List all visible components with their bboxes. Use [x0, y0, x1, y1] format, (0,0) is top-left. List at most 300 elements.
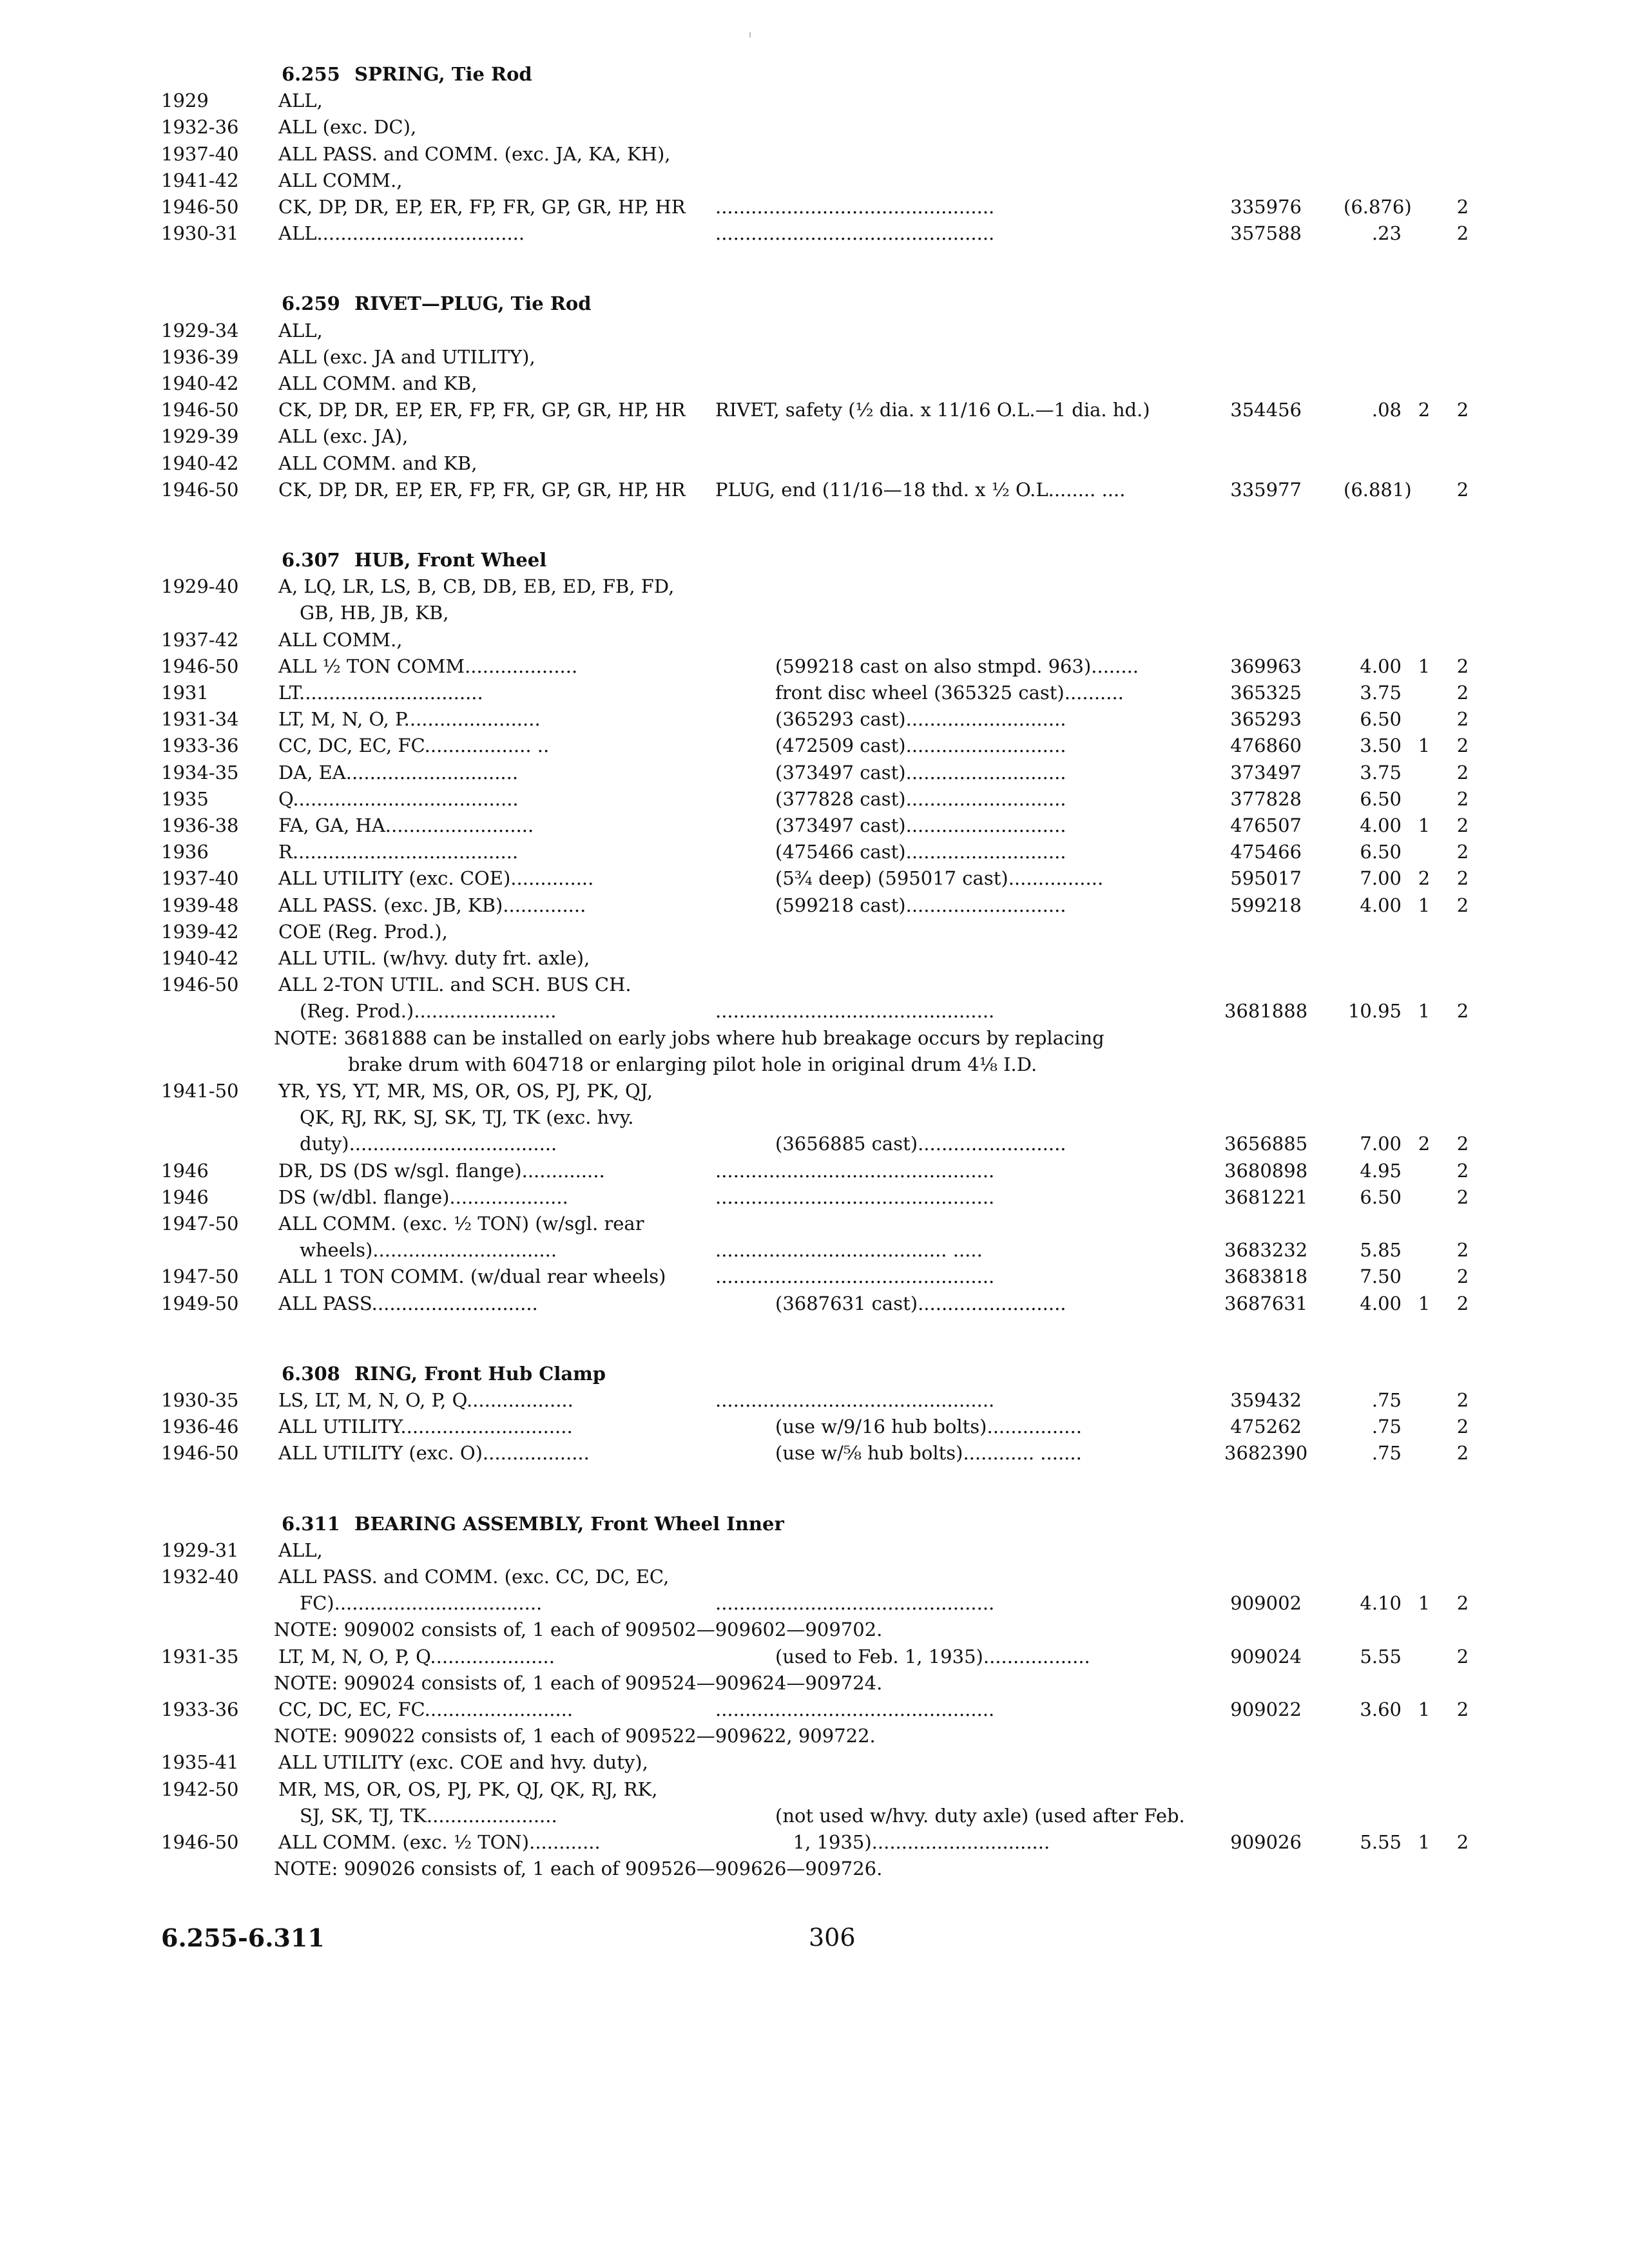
models-cell: SJ, SK, TJ, TK...................... [300, 1804, 557, 1827]
models-cell: ALL (exc. JA), [278, 425, 409, 448]
description-cell: (3687631 cast)......................... [775, 1292, 1066, 1314]
table-row [0, 477, 1629, 503]
footer-page-number: 306 [809, 1923, 856, 1952]
part-number-cell: 476507 [1230, 814, 1302, 836]
description-cell: (365293 cast)........................... [775, 708, 1066, 731]
models-cell: DS (w/dbl. flange).................... [278, 1186, 568, 1208]
table-row [0, 919, 1629, 945]
models-cell: CC, DC, EC, FC.................. .. [278, 735, 550, 757]
price-cell: 5.55 [1360, 1831, 1402, 1853]
section-number: 6.308 [282, 1362, 340, 1385]
models-cell: ALL UTIL. (w/hvy. duty frt. axle), [278, 947, 590, 969]
table-row [0, 194, 1629, 220]
table-row [0, 318, 1629, 343]
description-cell: RIVET, safety (½ dia. x 11/16 O.L.—1 dia. hd.) [715, 399, 1150, 421]
year-cell: 1947-50 [161, 1213, 239, 1235]
models-cell: DR, DS (DS w/sgl. flange).............. [278, 1159, 605, 1182]
year-cell: 1941-42 [161, 169, 239, 191]
models-cell: GB, HB, JB, KB, [300, 602, 449, 624]
table-row [0, 1590, 1629, 1616]
table-row [0, 972, 1629, 997]
quantity-cell: 2 [1456, 1186, 1469, 1208]
year-cell: 1936-38 [161, 814, 239, 836]
quantity-cell: 1 [1418, 1292, 1431, 1314]
quantity-cell: 2 [1456, 478, 1469, 501]
year-cell: 1937-42 [161, 628, 239, 651]
table-row [0, 653, 1629, 679]
year-cell: 1932-40 [161, 1566, 239, 1588]
year-cell: 1946 [161, 1186, 209, 1208]
description-cell: ............................................... [715, 1159, 995, 1182]
note-text: brake drum with 604718 or enlarging pilot hole in original drum 4⅛ I.D. [348, 1053, 1037, 1075]
part-number-cell: 377828 [1230, 787, 1302, 810]
year-cell: 1939-42 [161, 920, 239, 943]
part-number-cell: 3680898 [1224, 1159, 1308, 1182]
description-cell: ............................................... [715, 1000, 995, 1023]
part-number-cell: 357588 [1230, 222, 1302, 245]
part-number-cell: 365325 [1230, 682, 1302, 704]
models-cell: LT, M, N, O, P, Q..................... [278, 1645, 555, 1667]
models-cell: LS, LT, M, N, O, P, Q.................. [278, 1389, 574, 1411]
models-cell: ALL 1 TON COMM. (w/dual rear wheels) [278, 1265, 666, 1288]
table-row [0, 1104, 1629, 1130]
models-cell: ALL PASS. (exc. JB, KB).............. [278, 894, 586, 916]
quantity-cell: 2 [1456, 814, 1469, 836]
table-row [0, 680, 1629, 706]
year-cell: 1932-36 [161, 116, 239, 139]
models-cell: ALL UTILITY (exc. O).................. [278, 1442, 590, 1465]
quantity-cell: 1 [1418, 735, 1431, 757]
models-cell: CC, DC, EC, FC......................... [278, 1698, 574, 1720]
section-heading [0, 547, 1629, 573]
quantity-cell: 2 [1456, 1389, 1469, 1411]
models-cell: ALL COMM. (exc. ½ TON)............ [278, 1831, 601, 1853]
quantity-cell: 1 [1418, 1831, 1431, 1853]
models-cell: COE (Reg. Prod.), [278, 920, 448, 943]
table-row [0, 1264, 1629, 1289]
part-number-cell: 475262 [1230, 1416, 1302, 1438]
models-cell: MR, MS, OR, OS, PJ, PK, QJ, QK, RJ, RK, [278, 1778, 658, 1800]
price-cell: 7.00 [1360, 1133, 1402, 1155]
quantity-cell: 2 [1418, 399, 1431, 421]
table-row [0, 706, 1629, 732]
year-cell: 1930-31 [161, 222, 239, 245]
section-number: 6.307 [282, 549, 340, 571]
description-cell: 1, 1935).............................. [775, 1831, 1050, 1853]
note-text: NOTE: 909002 consists of, 1 each of 909502—909602—909702. [274, 1619, 883, 1641]
part-number-cell: 373497 [1230, 761, 1302, 783]
price-cell: (6.881) [1344, 478, 1412, 501]
table-row [0, 1803, 1629, 1829]
models-cell: FC)................................... [300, 1592, 543, 1615]
models-cell: DA, EA............................. [278, 761, 519, 783]
quantity-cell: 2 [1456, 1265, 1469, 1288]
year-cell: 1942-50 [161, 1778, 239, 1800]
note-row [0, 1723, 1629, 1749]
quantity-cell: 2 [1456, 222, 1469, 245]
part-number-cell: 354456 [1230, 399, 1302, 421]
models-cell: CK, DP, DR, EP, ER, FP, FR, GP, GR, HP, HR [278, 399, 686, 421]
quantity-cell: 2 [1456, 761, 1469, 783]
year-cell: 1929-31 [161, 1539, 239, 1561]
quantity-cell: 2 [1456, 867, 1469, 890]
footer-section-range: 6.255-6.311 [161, 1923, 325, 1952]
year-cell: 1933-36 [161, 735, 239, 757]
models-cell: ALL ½ TON COMM................... [278, 655, 578, 677]
price-cell: 3.60 [1360, 1698, 1402, 1720]
year-cell: 1946-50 [161, 478, 239, 501]
year-cell: 1929 [161, 90, 209, 112]
description-cell: (not used w/hvy. duty axle) (used after Feb. [775, 1804, 1185, 1827]
models-cell: ALL UTILITY (exc. COE).............. [278, 867, 594, 890]
part-number-cell: 909024 [1230, 1645, 1302, 1667]
description-cell: PLUG, end (11/16—18 thd. x ½ O.L........ .... [715, 478, 1126, 501]
year-cell: 1936 [161, 841, 209, 863]
quantity-cell: 1 [1418, 894, 1431, 916]
year-cell: 1940-42 [161, 452, 239, 474]
table-row [0, 1387, 1629, 1413]
year-cell: 1936-39 [161, 345, 239, 368]
year-cell: 1946 [161, 1159, 209, 1182]
models-cell: ALL PASS. and COMM. (exc. CC, DC, EC, [278, 1566, 670, 1588]
table-row [0, 998, 1629, 1024]
quantity-cell: 2 [1456, 735, 1469, 757]
year-cell: 1946-50 [161, 399, 239, 421]
models-cell: ALL COMM. (exc. ½ TON) (w/sgl. rear [278, 1213, 644, 1235]
table-row [0, 839, 1629, 865]
quantity-cell: 2 [1456, 1831, 1469, 1853]
quantity-cell: 2 [1456, 1645, 1469, 1667]
quantity-cell: 1 [1418, 1592, 1431, 1615]
part-number-cell: 335977 [1230, 478, 1302, 501]
section-number: 6.255 [282, 63, 340, 85]
price-cell: .75 [1371, 1389, 1402, 1411]
part-number-cell: 365293 [1230, 708, 1302, 731]
models-cell: R...................................... [278, 841, 519, 863]
year-cell: 1941-50 [161, 1080, 239, 1102]
table-row [0, 1440, 1629, 1466]
section-title: HUB, Front Wheel [354, 549, 547, 571]
table-row [0, 114, 1629, 140]
year-cell: 1947-50 [161, 1265, 239, 1288]
scan-mark [749, 32, 751, 37]
table-row [0, 1078, 1629, 1104]
year-cell: 1937-40 [161, 867, 239, 890]
models-cell: ALL UTILITY (exc. COE and hvy. duty), [278, 1751, 648, 1774]
section-heading [0, 291, 1629, 316]
table-row [0, 1131, 1629, 1157]
part-number-cell: 3683232 [1224, 1239, 1308, 1262]
quantity-cell: 1 [1418, 814, 1431, 836]
year-cell: 1930-35 [161, 1389, 239, 1411]
description-cell: (373497 cast)........................... [775, 761, 1066, 783]
price-cell: 3.75 [1360, 682, 1402, 704]
models-cell: QK, RJ, RK, SJ, SK, TJ, TK (exc. hvy. [300, 1106, 634, 1129]
quantity-cell: 2 [1456, 1442, 1469, 1465]
models-cell: ALL, [278, 1539, 323, 1561]
models-cell: ALL COMM. and KB, [278, 452, 477, 474]
year-cell: 1935-41 [161, 1751, 239, 1774]
year-cell: 1946-50 [161, 974, 239, 996]
part-number-cell: 909022 [1230, 1698, 1302, 1720]
part-number-cell: 909026 [1230, 1831, 1302, 1853]
quantity-cell: 2 [1456, 655, 1469, 677]
models-cell: duty)................................... [300, 1133, 557, 1155]
models-cell: ALL PASS............................ [278, 1292, 538, 1314]
quantity-cell: 2 [1456, 1416, 1469, 1438]
price-cell: 10.95 [1347, 1000, 1402, 1023]
year-cell: 1939-48 [161, 894, 239, 916]
section-heading [0, 1511, 1629, 1537]
price-cell: 7.50 [1360, 1265, 1402, 1288]
price-cell: 4.10 [1360, 1592, 1402, 1615]
table-row [0, 786, 1629, 812]
models-cell: ALL COMM., [278, 628, 403, 651]
description-cell: ............................................... [715, 222, 995, 245]
models-cell: ALL, [278, 90, 323, 112]
description-cell: ............................................... [715, 1698, 995, 1720]
models-cell: YR, YS, YT, MR, MS, OR, OS, PJ, PK, QJ, [278, 1080, 653, 1102]
quantity-cell: 2 [1456, 399, 1469, 421]
price-cell: 6.50 [1360, 841, 1402, 863]
table-row [0, 760, 1629, 785]
part-number-cell: 909002 [1230, 1592, 1302, 1615]
year-cell: 1936-46 [161, 1416, 239, 1438]
description-cell: ............................................... [715, 1389, 995, 1411]
table-row [0, 1644, 1629, 1669]
table-row [0, 812, 1629, 838]
price-cell: 4.00 [1360, 814, 1402, 836]
quantity-cell: 2 [1418, 867, 1431, 890]
table-row [0, 1829, 1629, 1855]
part-number-cell: 475466 [1230, 841, 1302, 863]
quantity-cell: 2 [1456, 708, 1469, 731]
models-cell: CK, DP, DR, EP, ER, FP, FR, GP, GR, HP, HR [278, 478, 686, 501]
section-title: RIVET—PLUG, Tie Rod [354, 293, 592, 315]
year-cell: 1931 [161, 682, 209, 704]
part-number-cell: 476860 [1230, 735, 1302, 757]
note-row [0, 1670, 1629, 1696]
table-row [0, 397, 1629, 423]
models-cell: Q...................................... [278, 787, 519, 810]
models-cell: ALL................................... [278, 222, 525, 245]
section-title: SPRING, Tie Rod [354, 63, 532, 85]
price-cell: 7.00 [1360, 867, 1402, 890]
year-cell: 1929-39 [161, 425, 239, 448]
quantity-cell: 2 [1456, 1159, 1469, 1182]
part-number-cell: 599218 [1230, 894, 1302, 916]
table-row [0, 88, 1629, 113]
description-cell: ............................................... [715, 1592, 995, 1615]
price-cell: 4.00 [1360, 655, 1402, 677]
price-cell: 4.00 [1360, 894, 1402, 916]
year-cell: 1929-40 [161, 575, 239, 598]
year-cell: 1940-42 [161, 372, 239, 394]
description-cell: ....................................... ..... [715, 1239, 983, 1262]
year-cell: 1946-50 [161, 1442, 239, 1465]
description-cell: (used to Feb. 1, 1935).................. [775, 1645, 1090, 1667]
part-number-cell: 335976 [1230, 196, 1302, 218]
models-cell: ALL COMM. and KB, [278, 372, 477, 394]
models-cell: ALL UTILITY............................. [278, 1416, 573, 1438]
table-row [0, 733, 1629, 758]
note-row [0, 1025, 1629, 1051]
table-row [0, 450, 1629, 476]
description-cell: (5¾ deep) (595017 cast)................ [775, 867, 1104, 890]
year-cell: 1934-35 [161, 761, 239, 783]
table-row [0, 865, 1629, 891]
price-cell: .75 [1371, 1416, 1402, 1438]
description-cell: (3656885 cast)......................... [775, 1133, 1066, 1155]
description-cell: (472509 cast)........................... [775, 735, 1066, 757]
models-cell: (Reg. Prod.)........................ [300, 1000, 557, 1023]
table-row [0, 1211, 1629, 1236]
year-cell: 1946-50 [161, 196, 239, 218]
table-row [0, 1414, 1629, 1439]
price-cell: (6.876) [1344, 196, 1412, 218]
quantity-cell: 2 [1456, 1292, 1469, 1314]
table-row [0, 1776, 1629, 1802]
note-text: NOTE: 909022 consists of, 1 each of 909522—909622, 909722. [274, 1725, 876, 1747]
quantity-cell: 1 [1418, 1698, 1431, 1720]
description-cell: front disc wheel (365325 cast).......... [775, 682, 1124, 704]
table-row [0, 344, 1629, 370]
section-number: 6.259 [282, 293, 340, 315]
description-cell: (475466 cast)........................... [775, 841, 1066, 863]
part-number-cell: 3681221 [1224, 1186, 1308, 1208]
price-cell: 6.50 [1360, 787, 1402, 810]
part-number-cell: 3687631 [1224, 1292, 1308, 1314]
year-cell: 1949-50 [161, 1292, 239, 1314]
table-row [0, 168, 1629, 193]
quantity-cell: 1 [1418, 655, 1431, 677]
year-cell: 1931-35 [161, 1645, 239, 1667]
part-number-cell: 3656885 [1224, 1133, 1308, 1155]
table-row [0, 1184, 1629, 1210]
note-text: NOTE: 3681888 can be installed on early jobs where hub breakage occurs by replacing [274, 1026, 1104, 1049]
models-cell: FA, GA, HA......................... [278, 814, 534, 836]
price-cell: 4.95 [1360, 1159, 1402, 1182]
part-number-cell: 359432 [1230, 1389, 1302, 1411]
models-cell: LT............................... [278, 682, 483, 704]
part-number-cell: 3683818 [1224, 1265, 1308, 1288]
table-row [0, 627, 1629, 653]
note-text: NOTE: 909026 consists of, 1 each of 909526—909626—909726. [274, 1858, 883, 1880]
quantity-cell: 2 [1456, 1592, 1469, 1615]
table-row [0, 892, 1629, 918]
table-row [0, 573, 1629, 599]
table-row [0, 1158, 1629, 1184]
table-row [0, 600, 1629, 626]
models-cell: ALL PASS. and COMM. (exc. JA, KA, KH), [278, 142, 671, 165]
quantity-cell: 2 [1456, 196, 1469, 218]
models-cell: wheels)............................... [300, 1239, 557, 1262]
price-cell: 6.50 [1360, 1186, 1402, 1208]
year-cell: 1946-50 [161, 1831, 239, 1853]
table-row [0, 220, 1629, 246]
price-cell: 6.50 [1360, 708, 1402, 731]
description-cell: ............................................... [715, 1265, 995, 1288]
note-text: NOTE: 909024 consists of, 1 each of 909524—909624—909724. [274, 1671, 883, 1694]
models-cell: LT, M, N, O, P....................... [278, 708, 541, 731]
description-cell: (599218 cast)........................... [775, 894, 1066, 916]
section-title: BEARING ASSEMBLY, Front Wheel Inner [354, 1512, 784, 1535]
year-cell: 1940-42 [161, 947, 239, 969]
quantity-cell: 1 [1418, 1000, 1431, 1023]
table-row [0, 1749, 1629, 1775]
part-number-cell: 369963 [1230, 655, 1302, 677]
table-row [0, 141, 1629, 167]
models-cell: ALL (exc. DC), [278, 116, 417, 139]
table-row [0, 370, 1629, 396]
description-cell: (use w/9/16 hub bolts)................ [775, 1416, 1082, 1438]
table-row [0, 1537, 1629, 1563]
section-heading [0, 1361, 1629, 1387]
table-row [0, 1291, 1629, 1316]
year-cell: 1935 [161, 787, 209, 810]
price-cell: 5.55 [1360, 1645, 1402, 1667]
models-cell: A, LQ, LR, LS, B, CB, DB, EB, ED, FB, FD, [278, 575, 675, 598]
year-cell: 1931-34 [161, 708, 239, 731]
section-heading [0, 61, 1629, 87]
note-row [0, 1052, 1629, 1077]
description-cell: (599218 cast on also stmpd. 963)........ [775, 655, 1139, 677]
price-cell: .08 [1371, 399, 1402, 421]
description-cell: (377828 cast)........................... [775, 787, 1066, 810]
year-cell: 1946-50 [161, 655, 239, 677]
year-cell: 1933-36 [161, 1698, 239, 1720]
note-row [0, 1856, 1629, 1881]
models-cell: ALL (exc. JA and UTILITY), [278, 345, 535, 368]
quantity-cell: 2 [1456, 1133, 1469, 1155]
table-row [0, 1696, 1629, 1722]
quantity-cell: 2 [1456, 787, 1469, 810]
section-number: 6.311 [282, 1512, 340, 1535]
price-cell: .75 [1371, 1442, 1402, 1465]
description-cell: (373497 cast)........................... [775, 814, 1066, 836]
description-cell: ............................................... [715, 196, 995, 218]
part-number-cell: 595017 [1230, 867, 1302, 890]
price-cell: 4.00 [1360, 1292, 1402, 1314]
note-row [0, 1617, 1629, 1642]
quantity-cell: 2 [1456, 1000, 1469, 1023]
price-cell: 5.85 [1360, 1239, 1402, 1262]
description-cell: ............................................... [715, 1186, 995, 1208]
quantity-cell: 2 [1456, 682, 1469, 704]
quantity-cell: 2 [1456, 1239, 1469, 1262]
part-number-cell: 3681888 [1224, 1000, 1308, 1023]
table-row [0, 945, 1629, 971]
price-cell: 3.50 [1360, 735, 1402, 757]
year-cell: 1929-34 [161, 319, 239, 341]
year-cell: 1937-40 [161, 142, 239, 165]
table-row [0, 1564, 1629, 1590]
table-row [0, 1237, 1629, 1263]
section-title: RING, Front Hub Clamp [354, 1362, 606, 1385]
table-row [0, 423, 1629, 449]
quantity-cell: 2 [1456, 1698, 1469, 1720]
quantity-cell: 2 [1456, 841, 1469, 863]
price-cell: 3.75 [1360, 761, 1402, 783]
description-cell: (use w/⅝ hub bolts)............ ....... [775, 1442, 1082, 1465]
models-cell: ALL, [278, 319, 323, 341]
models-cell: ALL COMM., [278, 169, 403, 191]
part-number-cell: 3682390 [1224, 1442, 1308, 1465]
models-cell: CK, DP, DR, EP, ER, FP, FR, GP, GR, HP, HR [278, 196, 686, 218]
quantity-cell: 2 [1456, 894, 1469, 916]
quantity-cell: 2 [1418, 1133, 1431, 1155]
models-cell: ALL 2-TON UTIL. and SCH. BUS CH. [278, 974, 631, 996]
